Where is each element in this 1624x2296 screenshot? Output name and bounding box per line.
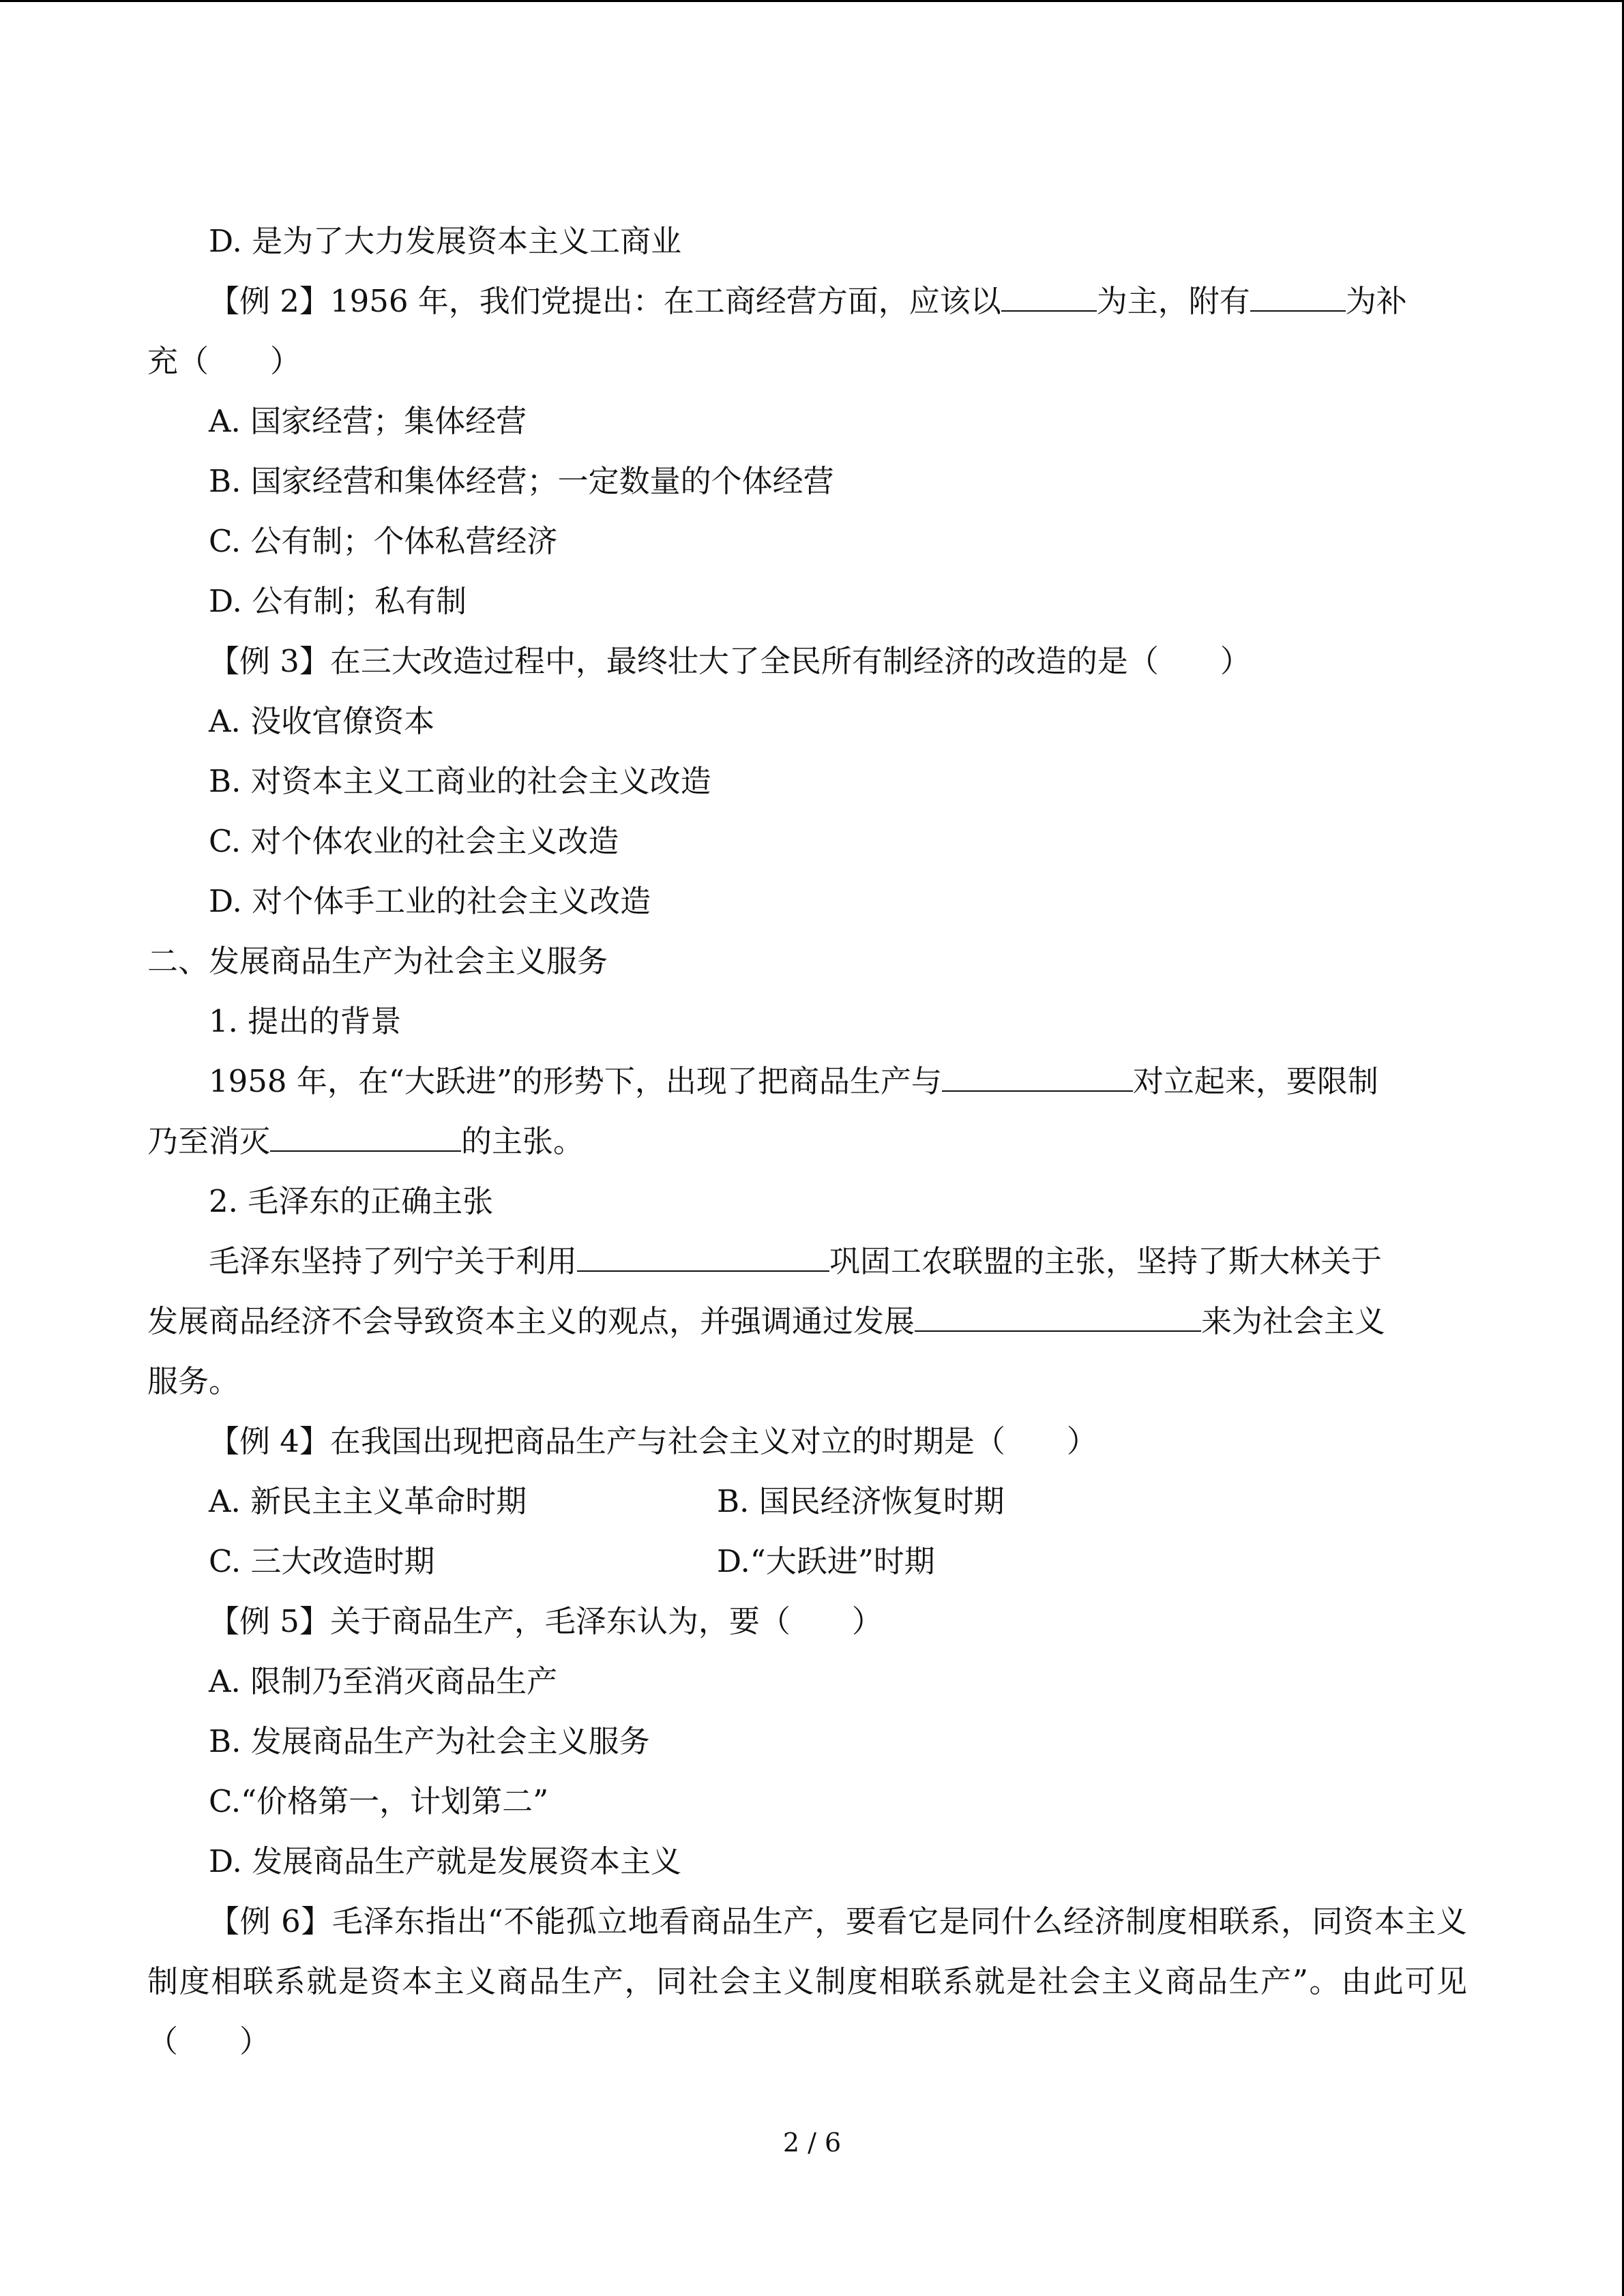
page-number: 2 / 6 [782, 2128, 842, 2158]
option-b-ex5: B. 发展商品生产为社会主义服务 [209, 1723, 650, 1759]
example-4-question: 【例 4】在我国出现把商品生产与社会主义对立的时期是（ ） [209, 1423, 1097, 1459]
options-cd-ex4 [147, 1532, 1467, 1592]
example-6-question: 【例 6】毛泽东指出“不能孤立地看商品生产，要看它是同什么经济制度相联系，同资本主义制度相联系就是资本主义商品生产，同社会主义制度相联系就是社会主义商品生产”。由此可见（ ） [147, 1903, 1467, 2059]
example-5-question: 【例 5】关于商品生产，毛泽东认为，要（ ） [209, 1603, 883, 1639]
option-c-ex3: C. 对个体农业的社会主义改造 [209, 823, 619, 859]
paragraph-1958-line2: 乃至消灭 的主张。 [147, 1112, 1467, 1172]
page-top-border [0, 0, 1624, 2]
option-b-ex3: B. 对资本主义工商业的社会主义改造 [209, 763, 711, 799]
option-d-ex2: D. 公有制；私有制 [209, 583, 467, 619]
option-a-ex3: A. 没收官僚资本 [209, 703, 435, 739]
option-c-ex4: C. 三大改造时期 [209, 1543, 435, 1579]
option-b-ex2: B. 国家经营和集体经营；一定数量的个体经营 [209, 463, 834, 499]
blank-field [1250, 280, 1346, 312]
blank-field [915, 1300, 1201, 1332]
document-body [147, 211, 1467, 2072]
option-a-ex4: A. 新民主主义革命时期 [209, 1483, 527, 1519]
blank-field [577, 1240, 829, 1272]
blank-field [1001, 280, 1097, 312]
section-heading-2: 二、发展商品生产为社会主义服务 [147, 943, 608, 979]
option-c-ex5: C.“价格第一，计划第二” [209, 1783, 549, 1819]
option-b-ex4: B. 国民经济恢复时期 [717, 1483, 1005, 1519]
subheading-background: 1. 提出的背景 [209, 1003, 402, 1039]
paragraph-1958-line1: 1958 年，在“大跃进”的形势下，出现了把商品生产与 对立起来，要限制 [147, 1052, 1467, 1112]
option-a-ex2: A. 国家经营；集体经营 [209, 403, 527, 439]
blank-field [270, 1120, 461, 1152]
paragraph-mao-line1: 毛泽东坚持了列宁关于利用 巩固工农联盟的主张，坚持了斯大林关于 [147, 1232, 1467, 1292]
paragraph-mao-line2: 发展商品经济不会导致资本主义的观点，并强调通过发展 来为社会主义 [147, 1292, 1467, 1352]
options-ab-ex4 [147, 1472, 1467, 1532]
option-d-ex4: D.“大跃进”时期 [717, 1543, 935, 1579]
example-3-question: 【例 3】在三大改造过程中，最终壮大了全民所有制经济的改造的是（ ） [209, 643, 1251, 679]
option-d-ex5: D. 发展商品生产就是发展资本主义 [209, 1843, 682, 1879]
example-2-question: 【例 2】1956 年，我们党提出：在工商经营方面，应该以 为主，附有 为补 [147, 271, 1467, 331]
option-a-ex5: A. 限制乃至消灭商品生产 [209, 1663, 558, 1699]
paragraph-mao-line3: 服务。 [147, 1363, 240, 1399]
blank-field [942, 1060, 1133, 1092]
subheading-mao-view: 2. 毛泽东的正确主张 [209, 1183, 494, 1219]
option-d-ex1: D. 是为了大力发展资本主义工商业 [209, 223, 682, 259]
option-d-ex3: D. 对个体手工业的社会主义改造 [209, 883, 651, 919]
option-c-ex2: C. 公有制；个体私营经济 [209, 523, 558, 559]
example-2-continuation: 充（ ） [147, 343, 301, 379]
